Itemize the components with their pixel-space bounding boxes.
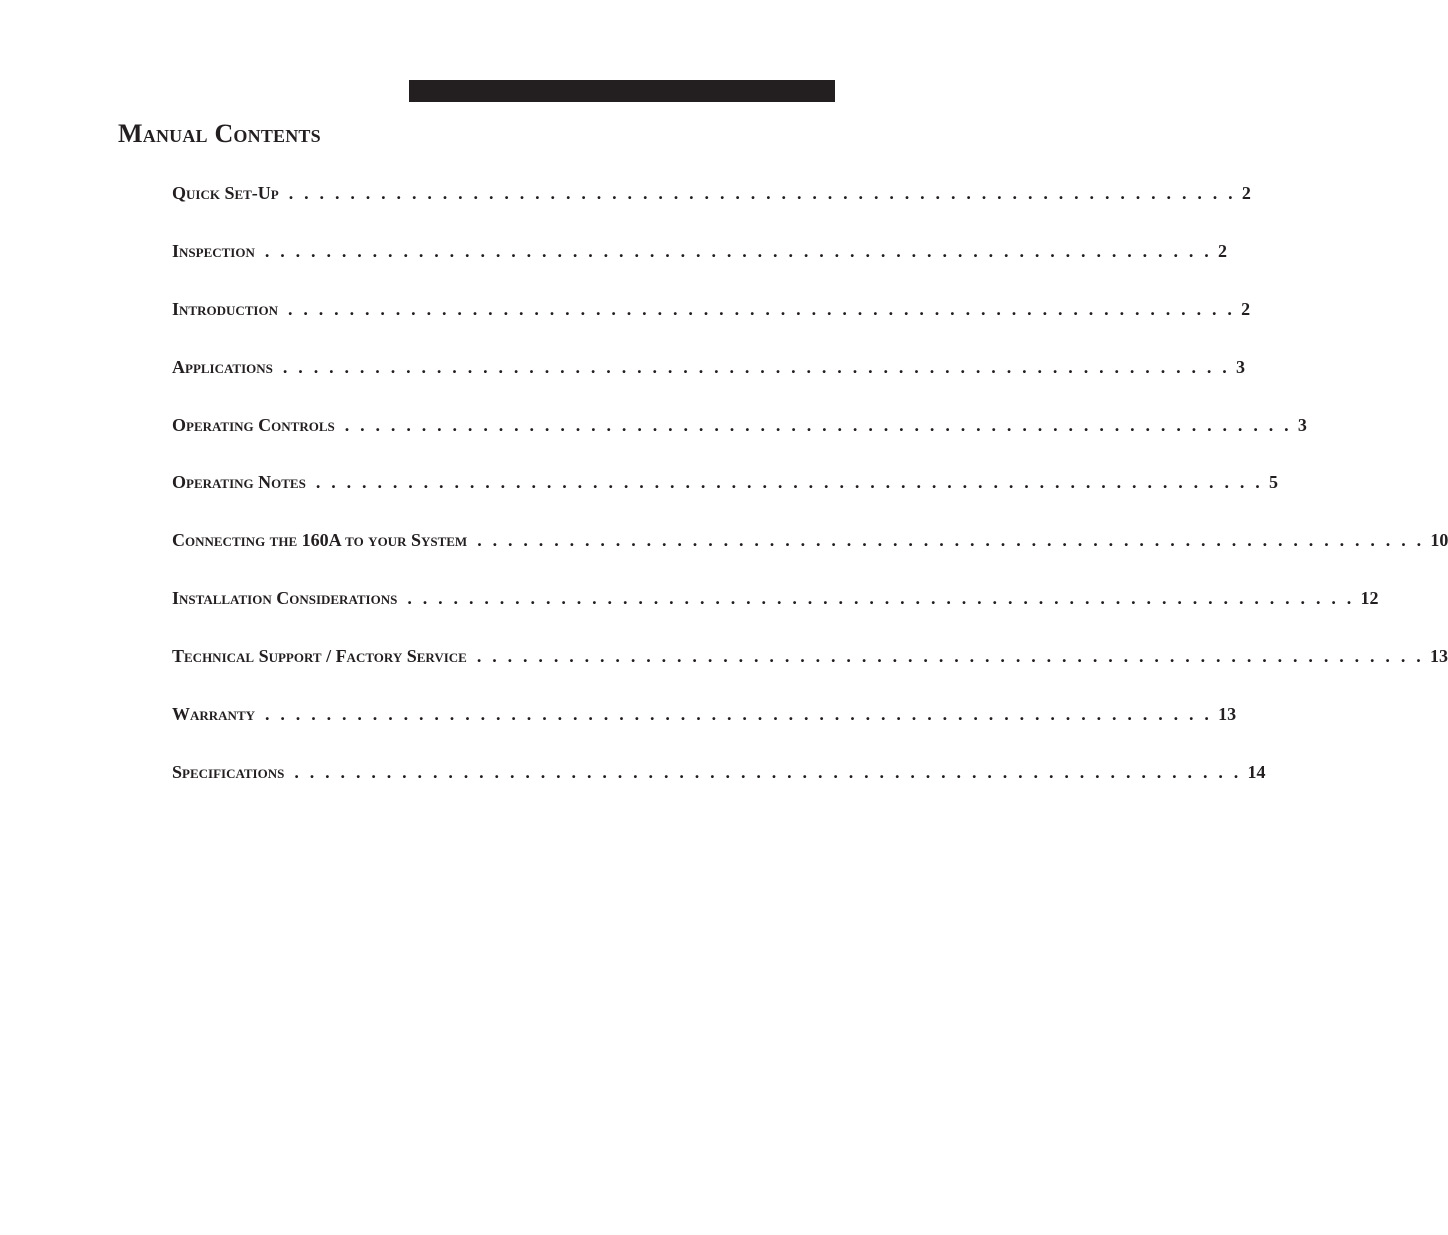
toc-entry-page: 2 [1241, 298, 1251, 319]
toc-entry-page: 5 [1268, 472, 1278, 493]
toc-entry-title: Quick Set-Up [172, 183, 279, 203]
toc-leader: . . . . . . . . . . . . . . . . . . . . . . . . . . . . . . . . . . . . . . . . . . . . . . . . . . . . . . . . . . . . . . [315, 472, 1263, 493]
toc-leader: . . . . . . . . . . . . . . . . . . . . . . . . . . . . . . . . . . . . . . . . . . . . . . . . . . . . . . . . . . . . . . [287, 298, 1236, 319]
toc-entry-specifications[interactable] [172, 757, 1266, 815]
toc-entry-applications[interactable] [172, 352, 1245, 410]
toc-entry-title: Applications [172, 356, 273, 377]
toc-leader: . . . . . . . . . . . . . . . . . . . . . . . . . . . . . . . . . . . . . . . . . . . . . . . . . . . . . . . . . . . . . . [294, 761, 1242, 782]
toc-entry-page: 12 [1360, 588, 1379, 609]
toc-entry-operating-controls[interactable] [172, 410, 1307, 468]
toc-entry-installation[interactable] [172, 583, 1379, 641]
toc-leader: . . . . . . . . . . . . . . . . . . . . . . . . . . . . . . . . . . . . . . . . . . . . . . . . . . . . . . . . . . . . . . [407, 588, 1355, 609]
toc-entry-connecting[interactable] [172, 525, 1448, 583]
toc-leader: . . . . . . . . . . . . . . . . . . . . . . . . . . . . . . . . . . . . . . . . . . . . . . . . . . . . . . . . . . . . . . [265, 704, 1213, 725]
toc-entry-page: 3 [1236, 356, 1245, 377]
toc-entry-page: 2 [1217, 240, 1227, 261]
table-of-contents [172, 178, 1448, 815]
toc-entry-title: Specifications [172, 761, 285, 782]
toc-entry-page: 14 [1247, 761, 1266, 782]
toc-leader: . . . . . . . . . . . . . . . . . . . . . . . . . . . . . . . . . . . . . . . . . . . . . . . . . . . . . . . . . . . . . . [264, 240, 1212, 261]
toc-entry-inspection[interactable] [172, 236, 1227, 294]
toc-entry-title: Warranty [172, 704, 255, 725]
toc-entry-title: Inspection [172, 240, 255, 261]
header-bar [409, 80, 835, 102]
toc-entry-title: Connecting the 160A to your System [172, 530, 468, 551]
toc-entry-technical-support[interactable] [172, 641, 1448, 699]
toc-leader: . . . . . . . . . . . . . . . . . . . . . . . . . . . . . . . . . . . . . . . . . . . . . . . . . . . . . . . . . . . . . . [476, 646, 1424, 667]
toc-leader: . . . . . . . . . . . . . . . . . . . . . . . . . . . . . . . . . . . . . . . . . . . . . . . . . . . . . . . . . . . . . . [477, 530, 1425, 551]
toc-entry-page: 2 [1241, 183, 1251, 203]
toc-entry-title: Introduction [172, 298, 278, 319]
toc-entry-title: Operating Notes [172, 472, 306, 493]
toc-leader: . . . . . . . . . . . . . . . . . . . . . . . . . . . . . . . . . . . . . . . . . . . . . . . . . . . . . . . . . . . . . . [344, 414, 1292, 435]
toc-entry-title: Installation Considerations [172, 588, 398, 609]
toc-entry-page: 10 [1430, 530, 1448, 551]
toc-entry-page: 3 [1297, 414, 1307, 435]
toc-entry-title: Technical Support / Factory Service [172, 646, 467, 667]
toc-entry-page: 13 [1429, 646, 1448, 667]
toc-entry-page: 13 [1218, 704, 1237, 725]
page-title: Manual Contents [118, 119, 321, 148]
toc-leader: . . . . . . . . . . . . . . . . . . . . . . . . . . . . . . . . . . . . . . . . . . . . . . . . . . . . . . . . . . . . . . [288, 183, 1236, 203]
toc-entry-introduction[interactable] [172, 294, 1251, 352]
toc-leader: . . . . . . . . . . . . . . . . . . . . . . . . . . . . . . . . . . . . . . . . . . . . . . . . . . . . . . . . . . . . . . [282, 356, 1230, 377]
toc-entry-title: Operating Controls [172, 414, 335, 435]
toc-entry-quick-setup[interactable] [172, 178, 1251, 236]
toc-entry-operating-notes[interactable] [172, 467, 1278, 525]
toc-entry-warranty[interactable] [172, 699, 1237, 757]
